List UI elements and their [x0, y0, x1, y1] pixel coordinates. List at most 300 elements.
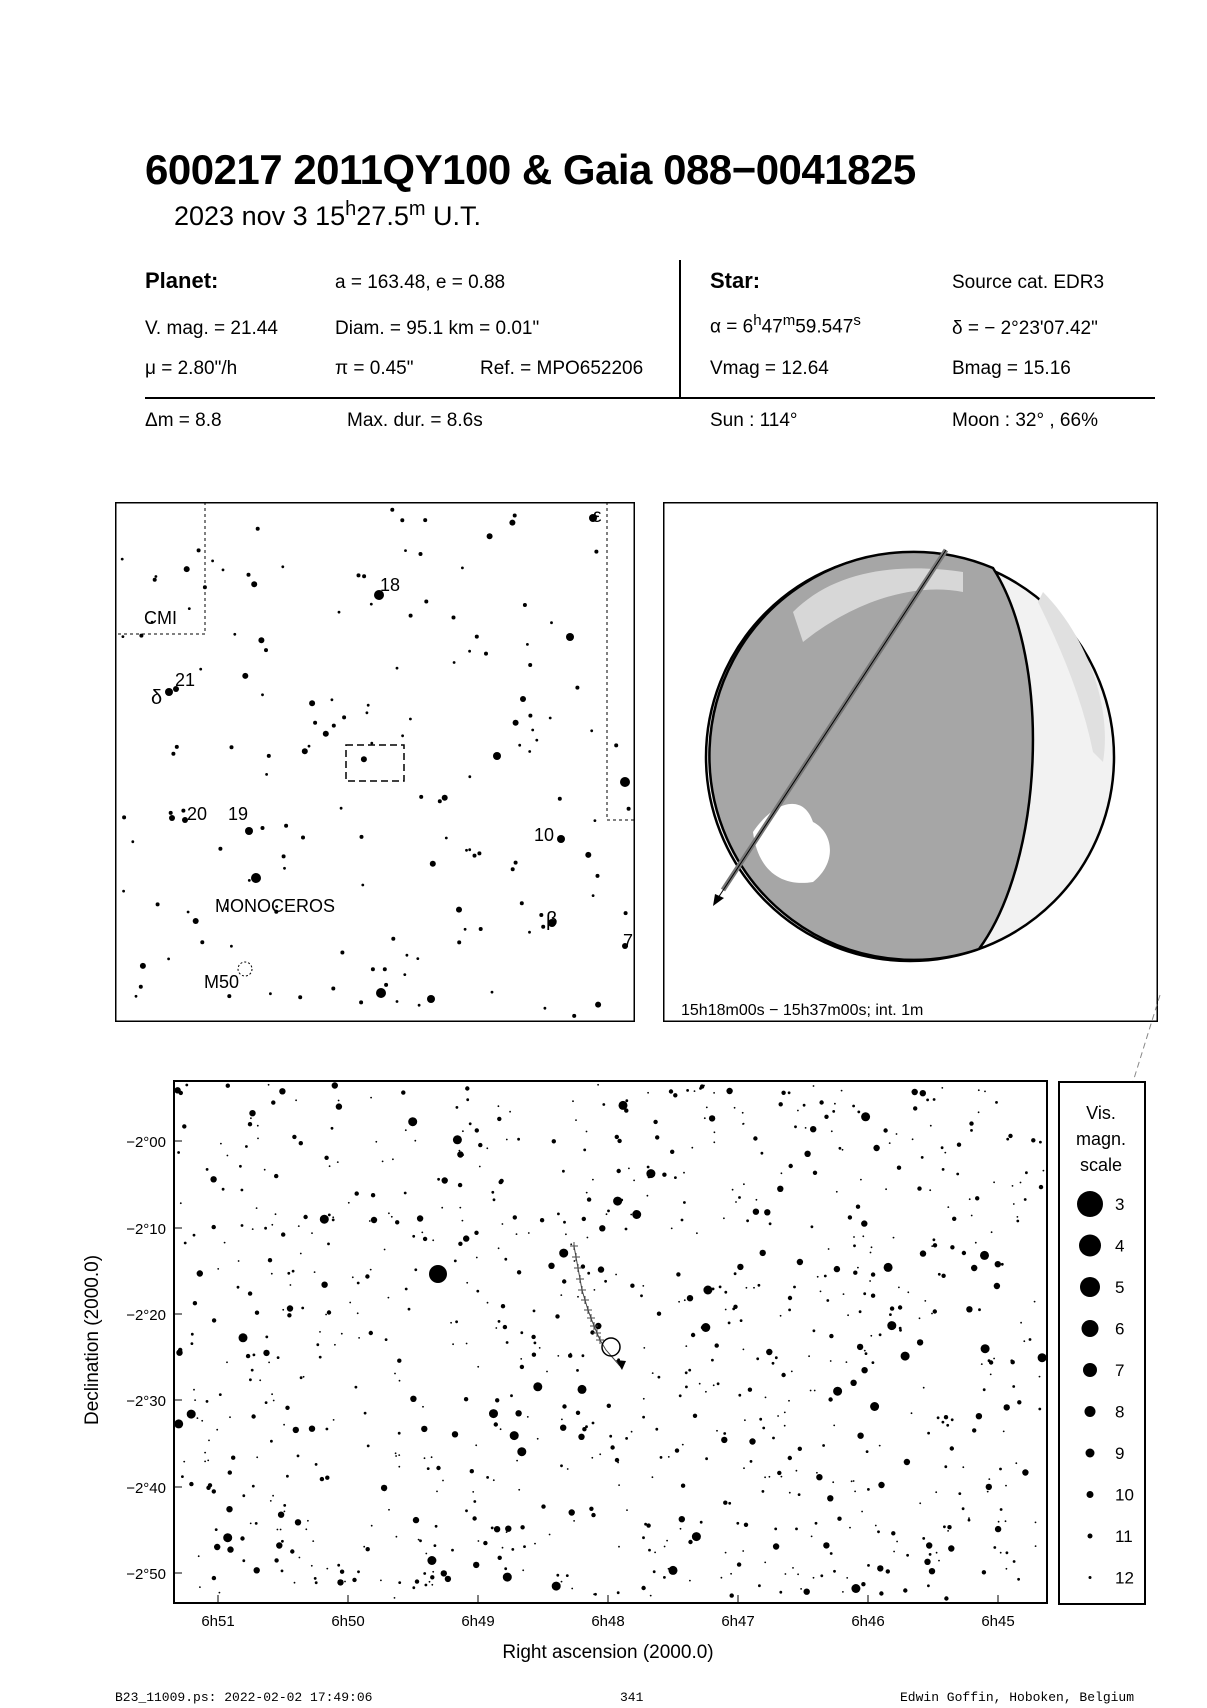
detail-star [655, 1135, 659, 1139]
detail-star [435, 1525, 438, 1528]
detail-star [922, 1537, 925, 1540]
detail-star [990, 1374, 992, 1376]
detail-star [898, 1305, 902, 1309]
y-tick-label: −2°40 [126, 1480, 166, 1497]
finder-star [175, 745, 179, 749]
detail-star [287, 1305, 293, 1311]
detail-star [971, 1265, 977, 1271]
detail-star [499, 1180, 503, 1184]
detail-star [442, 1480, 444, 1482]
detail-star [971, 1215, 973, 1217]
detail-star [777, 1415, 779, 1417]
detail-star [436, 1466, 440, 1470]
detail-star [275, 1213, 277, 1215]
detail-star [989, 1360, 993, 1364]
detail-star [194, 1399, 196, 1401]
detail-star [893, 1237, 895, 1239]
detail-star [321, 1282, 327, 1288]
detail-star [325, 1476, 329, 1480]
detail-star [893, 1551, 895, 1553]
detail-star [1039, 1185, 1043, 1189]
detail-star [726, 1088, 732, 1094]
detail-star [753, 1136, 757, 1140]
detail-star [495, 1327, 497, 1329]
detail-star [179, 1091, 183, 1095]
detail-star [594, 1289, 596, 1291]
detail-star [896, 1541, 898, 1543]
finder-star [526, 643, 529, 646]
detail-star [451, 1549, 454, 1552]
finder-star [370, 603, 373, 606]
detail-star [743, 1349, 745, 1351]
detail-star [753, 1209, 759, 1215]
finder-star [566, 633, 574, 641]
detail-star [756, 1357, 759, 1360]
detail-star [408, 1308, 411, 1311]
finder-star [590, 729, 593, 732]
detail-star [204, 1461, 206, 1463]
detail-star [854, 1491, 856, 1493]
y-tick-label: −2°50 [126, 1566, 166, 1583]
star-heading: Star: [710, 268, 761, 293]
detail-star [517, 1270, 521, 1274]
detail-star [319, 1331, 321, 1333]
detail-star [429, 1581, 431, 1583]
detail-star [397, 1359, 401, 1363]
detail-star [976, 1413, 982, 1419]
detail-star [1005, 1485, 1007, 1487]
detail-star [870, 1402, 879, 1411]
detail-star [717, 1382, 720, 1385]
detail-star [395, 1455, 397, 1457]
detail-star [334, 1344, 336, 1346]
detail-star [563, 1221, 566, 1224]
detail-star [861, 1367, 867, 1373]
detail-star [713, 1384, 715, 1386]
planet-parallax: π = 0.45" [335, 358, 414, 379]
detail-star [618, 1484, 620, 1486]
detail-star [617, 1591, 620, 1594]
detail-star [792, 1567, 794, 1569]
detail-star [273, 1400, 275, 1402]
detail-star [591, 1513, 595, 1517]
detail-star [540, 1218, 544, 1222]
detail-star [857, 1433, 863, 1439]
detail-star [425, 1584, 428, 1587]
detail-star [500, 1428, 502, 1430]
detail-star [486, 1476, 489, 1479]
detail-star [396, 1536, 398, 1538]
detail-stars [174, 1082, 1046, 1600]
detail-star [898, 1287, 900, 1289]
detail-star [805, 1127, 807, 1129]
detail-star [355, 1191, 359, 1195]
detail-star [655, 1428, 658, 1431]
detail-star [998, 1521, 1000, 1523]
detail-star [432, 1571, 434, 1573]
finder-star [227, 994, 231, 998]
detail-star [764, 1476, 766, 1478]
detail-star [431, 1584, 433, 1586]
detail-star [857, 1267, 859, 1269]
detail-star [473, 1500, 476, 1503]
detail-star [620, 1199, 623, 1202]
detail-star [941, 1087, 943, 1089]
detail-star [560, 1464, 563, 1467]
finder-star [464, 928, 467, 931]
detail-star [814, 1390, 816, 1392]
detail-star [1006, 1551, 1009, 1554]
detail-star [775, 1356, 778, 1359]
detail-star [384, 1249, 386, 1251]
finder-star [122, 635, 125, 638]
detail-star [648, 1549, 651, 1552]
finder-star [122, 890, 125, 893]
finder-star [468, 775, 471, 778]
detail-star [276, 1542, 282, 1548]
detail-star [762, 1427, 765, 1430]
finder-star [376, 988, 386, 998]
detail-star [586, 1131, 588, 1133]
finder-star [245, 827, 253, 835]
detail-star [422, 1406, 424, 1408]
detail-star [886, 1569, 890, 1573]
detail-star [282, 1309, 284, 1311]
detail-star [575, 1119, 577, 1121]
detail-star [630, 1284, 634, 1288]
detail-star [982, 1570, 986, 1574]
detail-star [319, 1356, 322, 1359]
detail-star [388, 1297, 390, 1299]
detail-star [938, 1273, 941, 1276]
motion-arrow [616, 1360, 626, 1370]
label-star-10: 10 [534, 825, 555, 845]
detail-star [865, 1352, 868, 1355]
detail-star [537, 1438, 539, 1440]
detail-star [284, 1511, 286, 1513]
detail-star [685, 1386, 688, 1389]
detail-star [944, 1415, 948, 1419]
finder-star [197, 548, 201, 552]
x-tick-label: 6h50 [331, 1613, 365, 1630]
finder-star [468, 848, 471, 851]
detail-star [217, 1268, 219, 1270]
detail-star [546, 1371, 548, 1373]
detail-star [779, 1102, 783, 1106]
detail-star [816, 1472, 818, 1474]
asteroid-track [574, 1246, 620, 1366]
detail-star [522, 1569, 524, 1571]
detail-star [688, 1369, 691, 1372]
detail-star [274, 1174, 278, 1178]
detail-star [978, 1308, 981, 1311]
detail-star [1012, 1185, 1014, 1187]
finder-star [188, 607, 191, 610]
detail-star [238, 1260, 240, 1262]
detail-star [436, 1491, 438, 1493]
detail-star [705, 1391, 707, 1393]
finder-star [218, 847, 222, 851]
finder-star [594, 819, 597, 822]
detail-star [518, 1489, 520, 1491]
detail-star [212, 1576, 216, 1580]
detail-star [189, 1482, 193, 1486]
ra-m-unit: m [782, 312, 796, 329]
detail-star [486, 1147, 488, 1149]
detail-star [274, 1558, 278, 1562]
detail-star [824, 1115, 828, 1119]
finder-star [418, 1004, 421, 1007]
detail-star [856, 1205, 860, 1209]
detail-star [780, 1315, 782, 1317]
detail-star [312, 1540, 314, 1542]
detail-star [557, 1355, 559, 1357]
detail-star [676, 1272, 680, 1276]
detail-star [566, 1574, 569, 1577]
detail-star [743, 1123, 745, 1125]
detail-star [1035, 1522, 1037, 1524]
scale-value: 10 [1115, 1485, 1134, 1505]
detail-star [691, 1333, 695, 1337]
finder-star [396, 1000, 399, 1003]
detail-star [643, 1347, 645, 1349]
finder-frame [116, 503, 635, 1022]
detail-star [589, 1507, 593, 1511]
detail-star [528, 1232, 530, 1234]
detail-star [576, 1369, 579, 1372]
detail-star [456, 1106, 459, 1109]
detail-star [946, 1424, 949, 1427]
finder-star [391, 937, 395, 941]
detail-star [820, 1291, 822, 1293]
detail-star [1016, 1220, 1019, 1223]
y-axis-label: Declination (2000.0) [82, 1254, 103, 1426]
detail-star [721, 1577, 723, 1579]
detail-star [912, 1089, 918, 1095]
finder-star [535, 739, 538, 742]
scale-value: 4 [1115, 1236, 1125, 1256]
detail-star [250, 1523, 252, 1525]
detail-star [800, 1588, 802, 1590]
detail-star [395, 1220, 399, 1224]
detail-star [341, 1333, 343, 1335]
detail-star [478, 1540, 480, 1542]
detail-star [591, 1457, 593, 1459]
detail-star [292, 1270, 295, 1273]
detail-star [204, 1452, 206, 1454]
detail-star [861, 1220, 867, 1226]
detail-star [650, 1595, 652, 1597]
detail-star [896, 1133, 898, 1135]
detail-star [632, 1210, 641, 1219]
detail-star [181, 1475, 184, 1478]
detail-frame [174, 1081, 1047, 1603]
detail-star [506, 1139, 508, 1141]
detail-star [1000, 1552, 1002, 1554]
detail-star [625, 1437, 628, 1440]
detail-star [1003, 1431, 1005, 1433]
detail-star [578, 1385, 587, 1394]
detail-star [287, 1272, 290, 1275]
detail-star [1017, 1400, 1021, 1404]
detail-star [465, 1509, 468, 1512]
detail-star [394, 1373, 396, 1375]
finder-star [131, 840, 134, 843]
detail-star [570, 1243, 572, 1245]
detail-star [691, 1147, 693, 1149]
scale-dot [1085, 1406, 1096, 1417]
detail-star [557, 1213, 560, 1216]
detail-star [711, 1359, 714, 1362]
detail-star [191, 1333, 194, 1336]
detail-star [1034, 1301, 1036, 1303]
detail-star [424, 1457, 426, 1459]
detail-star [926, 1099, 929, 1102]
finder-star [256, 527, 260, 531]
detail-star [877, 1565, 883, 1571]
detail-star [473, 1562, 479, 1568]
detail-star [833, 1570, 836, 1573]
detail-star [475, 1128, 479, 1132]
event-date: 2023 nov 3 15 [174, 201, 346, 231]
detail-star [268, 1084, 270, 1086]
detail-star [769, 1222, 772, 1225]
finder-star [592, 894, 595, 897]
detail-star [582, 1427, 586, 1431]
detail-star [846, 1361, 848, 1363]
finder-star [264, 648, 268, 652]
finder-star [121, 558, 124, 561]
x-tick-label: 6h51 [201, 1613, 235, 1630]
detail-star [969, 1121, 973, 1125]
detail-star [476, 1290, 479, 1293]
sun-elongation: Sun : 114° [710, 410, 798, 431]
detail-star [1017, 1578, 1020, 1581]
detail-star [830, 1360, 832, 1362]
finder-star [585, 852, 591, 858]
finder-star [596, 874, 600, 878]
detail-star [265, 1401, 268, 1404]
detail-star [713, 1092, 715, 1094]
detail-star [828, 1248, 830, 1250]
detail-star [715, 1343, 719, 1347]
detail-star [309, 1426, 315, 1432]
detail-star [516, 1460, 518, 1462]
planet-vmag: V. mag. = 21.44 [145, 318, 278, 339]
detail-star [889, 1142, 891, 1144]
detail-star [498, 1105, 500, 1107]
detail-star [788, 1400, 790, 1402]
detail-star [504, 1258, 507, 1261]
detail-star [398, 1581, 401, 1584]
detail-star [297, 1455, 300, 1458]
detail-star [975, 1242, 977, 1244]
finder-star [267, 754, 271, 758]
detail-star [271, 1224, 273, 1226]
detail-star [552, 1139, 556, 1143]
detail-star [398, 1454, 400, 1456]
detail-star [280, 1529, 282, 1531]
detail-star [478, 1143, 482, 1147]
detail-star [556, 1574, 559, 1577]
detail-star [736, 1522, 739, 1525]
detail-star [333, 1419, 335, 1421]
finder-star [438, 799, 442, 803]
finder-star [313, 721, 317, 725]
finder-star [230, 945, 233, 948]
finder-star [153, 578, 157, 582]
detail-star-chart [0, 1070, 1207, 1670]
detail-star [513, 1215, 517, 1219]
delta-magnitude: Δm = 8.8 [145, 410, 222, 431]
detail-star [311, 1232, 313, 1234]
detail-star [884, 1263, 893, 1272]
detail-star [271, 1273, 273, 1275]
detail-star [493, 1479, 495, 1481]
detail-star [871, 1246, 873, 1248]
detail-star [256, 1207, 258, 1209]
detail-star [301, 1307, 304, 1310]
detail-star [248, 1122, 252, 1126]
y-tick-label: −2°30 [126, 1393, 166, 1410]
detail-star [631, 1431, 633, 1433]
detail-star [215, 1528, 218, 1531]
detail-star [798, 1447, 802, 1451]
detail-star [724, 1291, 727, 1294]
detail-star [469, 1122, 472, 1125]
finder-star [520, 901, 524, 905]
footer-author: Edwin Goffin, Hoboken, Belgium [900, 1690, 1135, 1705]
detail-star [906, 1554, 909, 1557]
detail-star [687, 1295, 693, 1301]
detail-star [523, 1545, 526, 1548]
detail-star [723, 1501, 727, 1505]
detail-star [719, 1286, 722, 1289]
time-system: U.T. [425, 201, 482, 231]
detail-star [923, 1387, 925, 1389]
detail-star [670, 1150, 674, 1154]
finder-star [491, 991, 494, 994]
detail-star [962, 1251, 966, 1255]
detail-star [459, 1150, 461, 1152]
detail-star [398, 1466, 400, 1468]
detail-star [240, 1536, 244, 1540]
detail-star [847, 1314, 849, 1316]
detail-star [758, 1284, 761, 1287]
detail-star [832, 1110, 835, 1113]
detail-star [252, 1228, 254, 1230]
detail-star [926, 1542, 932, 1548]
detail-star [732, 1189, 734, 1191]
finder-star [281, 565, 284, 568]
planet-diameter: Diam. = 95.1 km = 0.01" [335, 318, 540, 339]
detail-star [723, 1217, 725, 1219]
detail-star [560, 1294, 562, 1296]
detail-star [784, 1425, 786, 1427]
x-tick-label: 6h49 [461, 1613, 495, 1630]
finder-star [493, 752, 501, 760]
detail-star [867, 1564, 870, 1567]
detail-star [597, 1084, 599, 1086]
detail-star [685, 1371, 688, 1374]
detail-star [962, 1466, 964, 1468]
detail-star [352, 1578, 356, 1582]
detail-star [789, 1164, 793, 1168]
detail-star [517, 1447, 526, 1456]
detail-star [1012, 1385, 1015, 1388]
detail-star [942, 1168, 945, 1171]
detail-star [983, 1388, 986, 1391]
